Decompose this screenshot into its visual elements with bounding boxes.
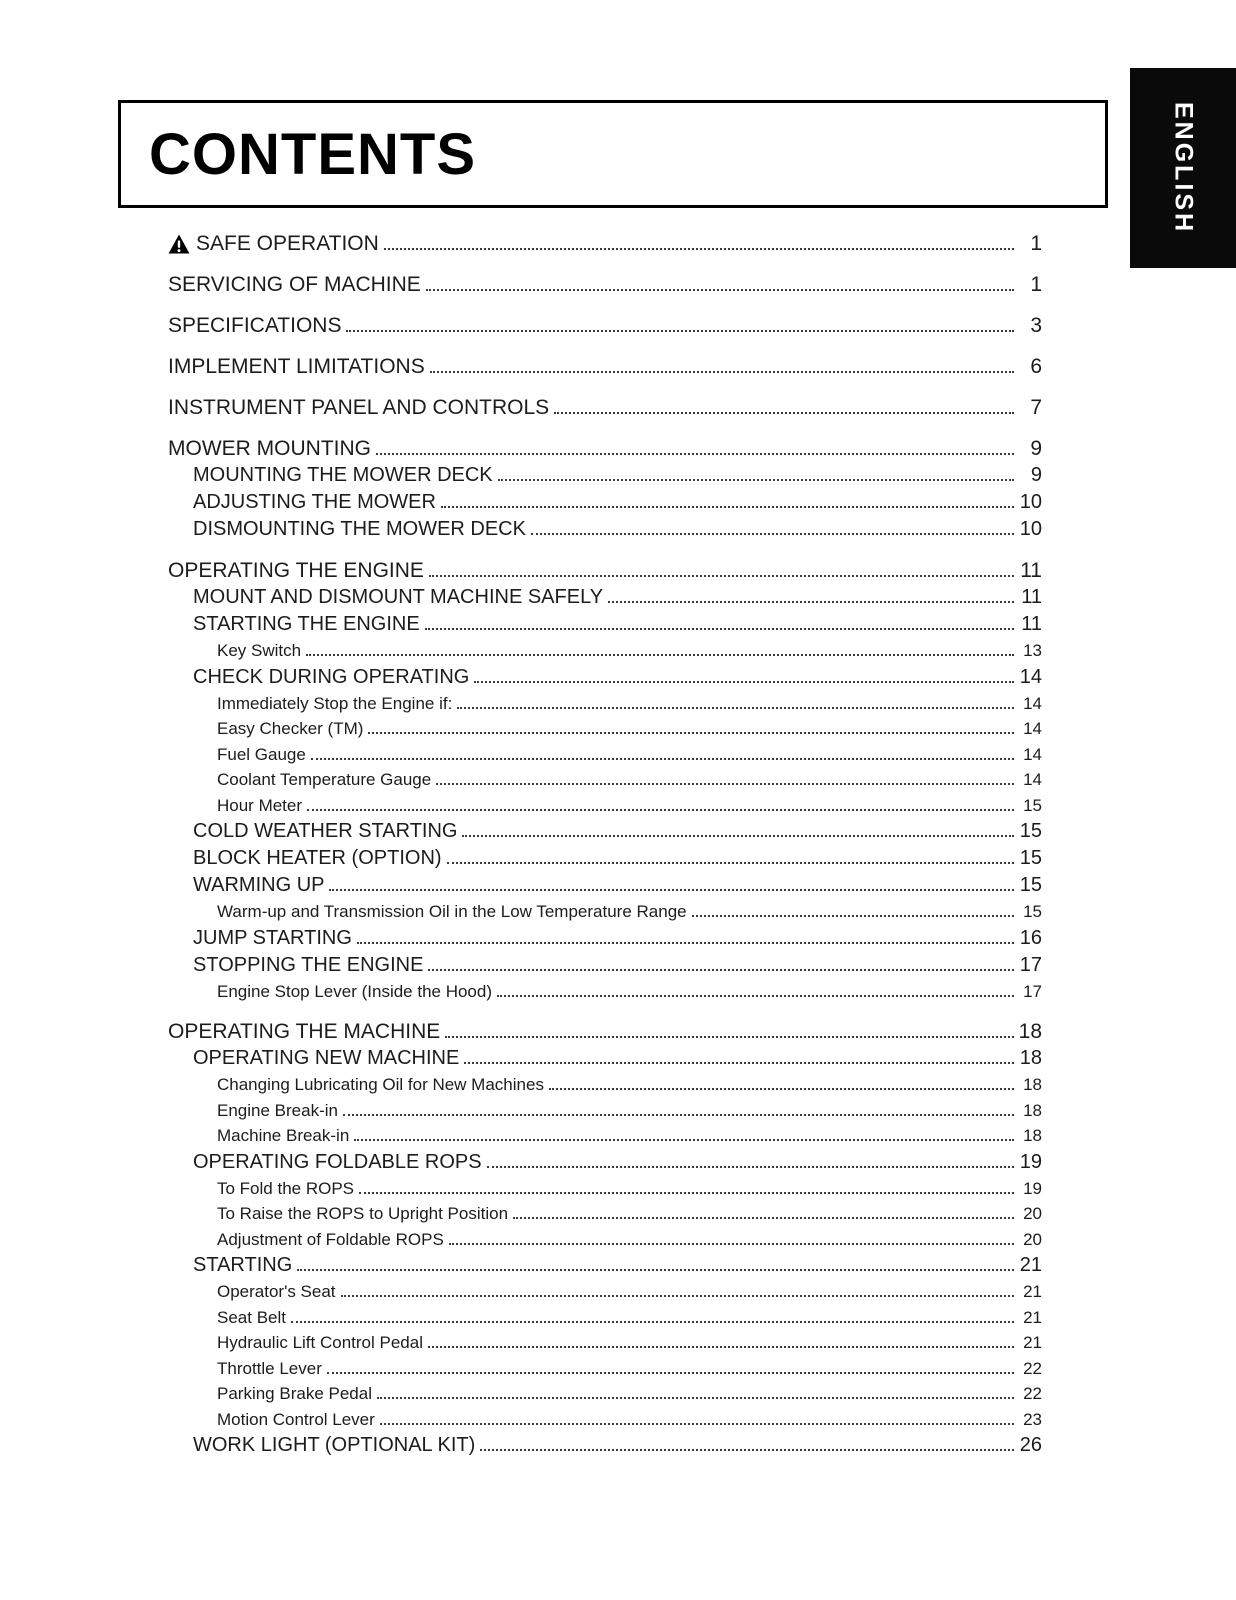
- toc-entry-page-number: 18: [1019, 1047, 1042, 1069]
- toc-entry: [168, 557, 1042, 584]
- dot-leader: [380, 1423, 1014, 1425]
- toc-entry-page-number: 21: [1023, 1307, 1042, 1327]
- dot-leader: [549, 1088, 1014, 1090]
- toc-entry-page-number: 21: [1023, 1282, 1042, 1301]
- toc-entry: [168, 767, 1042, 793]
- toc-entry-page-number: 14: [1019, 665, 1042, 688]
- toc-entry-label: BLOCK HEATER (OPTION): [193, 847, 442, 869]
- toc-entry-label: STARTING: [193, 1254, 293, 1276]
- dot-leader: [480, 1449, 1014, 1451]
- toc-entry-page-number: 18: [1023, 1126, 1042, 1145]
- toc-entry: [168, 1356, 1042, 1382]
- toc-entry-label: DISMOUNTING THE MOWER DECK: [193, 518, 526, 540]
- dot-leader: [474, 681, 1014, 683]
- dot-leader: [311, 758, 1014, 760]
- toc-entry-page-number: 20: [1023, 1204, 1042, 1223]
- toc-entry-label: Engine Stop Lever (Inside the Hood): [217, 981, 493, 1001]
- toc-entry-page-number: 6: [1030, 355, 1042, 378]
- toc-entry: [168, 516, 1042, 543]
- toc-entry-label: MOWER MOUNTING: [168, 437, 371, 460]
- language-tab-label: ENGLISH: [1169, 101, 1198, 235]
- dot-leader: [428, 969, 1014, 971]
- dot-leader: [462, 835, 1014, 837]
- toc-entry-label: Engine Break-in: [217, 1100, 338, 1120]
- toc-entry: [168, 638, 1042, 664]
- toc-entry: [168, 793, 1042, 819]
- toc-entry-page-number: 17: [1023, 981, 1042, 1001]
- toc-entry: [168, 1407, 1042, 1433]
- toc-entry-page-number: 22: [1023, 1384, 1042, 1403]
- toc-entry-label: OPERATING NEW MACHINE: [193, 1047, 460, 1069]
- toc-entry: [168, 1201, 1042, 1227]
- toc-entry-label: OPERATING THE MACHINE: [168, 1020, 441, 1043]
- toc-entry-page-number: 14: [1023, 719, 1042, 738]
- dot-leader: [291, 1321, 1014, 1323]
- toc-entry-page-number: 7: [1030, 396, 1042, 419]
- toc-entry-page-number: 15: [1019, 874, 1042, 896]
- toc-entry-page-number: 9: [1030, 437, 1042, 460]
- toc-entry: [168, 394, 1042, 421]
- toc-entry-label: Adjustment of Foldable ROPS: [217, 1229, 444, 1249]
- toc-entry-page-number: 15: [1023, 902, 1042, 921]
- toc-entry-page-number: 20: [1023, 1229, 1042, 1249]
- toc-entry-label: WORK LIGHT (OPTIONAL KIT): [193, 1434, 476, 1456]
- toc-entry-label: To Fold the ROPS: [217, 1178, 355, 1198]
- toc-entry-label: Hydraulic Lift Control Pedal: [217, 1333, 423, 1352]
- toc-entry-page-number: 14: [1023, 744, 1042, 764]
- toc-entry-page-number: 11: [1021, 613, 1042, 635]
- dot-leader: [425, 628, 1014, 630]
- toc-entry-label: Motion Control Lever: [217, 1409, 375, 1429]
- toc-entry-page-number: 21: [1019, 1254, 1042, 1276]
- dot-leader: [498, 479, 1014, 481]
- dot-leader: [346, 330, 1014, 332]
- toc-entry-label: WARMING UP: [193, 874, 325, 896]
- dot-leader: [428, 1346, 1014, 1348]
- toc-entry-page-number: 3: [1030, 314, 1042, 337]
- dot-leader: [297, 1269, 1014, 1271]
- toc-entry-label: Coolant Temperature Gauge: [217, 770, 432, 789]
- toc-entry-label: STOPPING THE ENGINE: [193, 953, 424, 976]
- dot-leader: [554, 412, 1014, 414]
- warning-triangle-icon: [168, 234, 190, 254]
- toc-entry: [168, 462, 1042, 489]
- toc-entry: [168, 230, 1042, 257]
- toc-entry-label: To Raise the ROPS to Upright Position: [217, 1204, 509, 1223]
- toc-entry-label: IMPLEMENT LIMITATIONS: [168, 355, 425, 378]
- toc-entry-page-number: 1: [1030, 273, 1042, 296]
- toc-entry: [168, 979, 1042, 1005]
- toc-entry-label: SERVICING OF MACHINE: [168, 273, 421, 296]
- toc-entry: [168, 742, 1042, 768]
- toc-entry-page-number: 26: [1019, 1434, 1042, 1456]
- language-tab: [1130, 68, 1236, 268]
- toc-entry-page-number: 13: [1023, 641, 1042, 660]
- toc-entry-label: ADJUSTING THE MOWER: [193, 491, 436, 513]
- toc-entry-label: Parking Brake Pedal: [217, 1384, 372, 1403]
- toc-entry-page-number: 10: [1019, 518, 1042, 540]
- toc-entry-page-number: 10: [1019, 491, 1042, 513]
- toc-entry-label: MOUNT AND DISMOUNT MACHINE SAFELY: [193, 586, 604, 608]
- dot-leader: [327, 1372, 1014, 1374]
- toc-entry-label: OPERATING THE ENGINE: [168, 559, 424, 582]
- toc-entry-label: CHECK DURING OPERATING: [193, 665, 470, 688]
- toc-entry-label: JUMP STARTING: [193, 926, 352, 949]
- dot-leader: [343, 1114, 1014, 1116]
- dot-leader: [341, 1295, 1014, 1297]
- toc-entry-page-number: 15: [1023, 795, 1042, 815]
- toc-entry-label: Easy Checker (TM): [217, 719, 364, 738]
- toc-entry-label: Hour Meter: [217, 795, 303, 815]
- toc-entry-page-number: 21: [1023, 1333, 1042, 1352]
- dot-leader: [464, 1062, 1014, 1064]
- toc-entry-label: SAFE OPERATION: [196, 232, 379, 255]
- toc-entry: [168, 899, 1042, 925]
- toc-entry-label: Fuel Gauge: [217, 744, 306, 764]
- toc-entry-page-number: 14: [1023, 770, 1042, 789]
- toc-entry-label: INSTRUMENT PANEL AND CONTROLS: [168, 396, 550, 419]
- dot-leader: [307, 809, 1014, 811]
- toc-entry-page-number: 9: [1030, 464, 1042, 486]
- toc-entry-page-number: 18: [1023, 1075, 1042, 1094]
- toc-entry: [168, 1252, 1042, 1279]
- dot-leader: [445, 1036, 1014, 1038]
- toc-entry: [168, 1279, 1042, 1305]
- toc-entry: [168, 818, 1042, 845]
- toc-entry: [168, 664, 1042, 691]
- dot-leader: [357, 942, 1014, 944]
- toc-entry: [168, 1330, 1042, 1356]
- dot-leader: [487, 1166, 1014, 1168]
- dot-leader: [436, 783, 1014, 785]
- toc-entry: [168, 952, 1042, 979]
- toc-entry: [168, 691, 1042, 717]
- toc-entry-page-number: 11: [1020, 559, 1042, 582]
- toc-entry: [168, 1381, 1042, 1407]
- toc-entry-label: Machine Break-in: [217, 1126, 350, 1145]
- dot-leader: [359, 1192, 1014, 1194]
- dot-leader: [368, 732, 1014, 734]
- dot-leader: [429, 575, 1014, 577]
- toc-entry: [168, 1305, 1042, 1331]
- dot-leader: [447, 862, 1014, 864]
- dot-leader: [513, 1217, 1014, 1219]
- toc-entry-label: COLD WEATHER STARTING: [193, 820, 458, 842]
- dot-leader: [457, 707, 1014, 709]
- toc-entry-page-number: 23: [1023, 1409, 1042, 1429]
- toc-entry-page-number: 16: [1019, 926, 1042, 949]
- toc-entry: [168, 312, 1042, 339]
- toc-entry: [168, 489, 1042, 516]
- toc-entry-label: Seat Belt: [217, 1307, 286, 1327]
- toc-entry: [168, 271, 1042, 298]
- toc-entry: [168, 1123, 1042, 1149]
- toc-entry-label: MOUNTING THE MOWER DECK: [193, 464, 493, 486]
- toc-entry-label: Throttle Lever: [217, 1358, 322, 1378]
- toc-entry: [168, 435, 1042, 462]
- toc-entry-label: Immediately Stop the Engine if:: [217, 693, 453, 713]
- toc-entry-label: SPECIFICATIONS: [168, 314, 342, 337]
- dot-leader: [306, 654, 1014, 656]
- dot-leader: [384, 248, 1014, 250]
- toc-entry-label: STARTING THE ENGINE: [193, 613, 420, 635]
- toc-entry-page-number: 14: [1023, 693, 1042, 713]
- toc-entry-label: Changing Lubricating Oil for New Machines: [217, 1075, 544, 1094]
- toc-entry-label: Key Switch: [217, 641, 302, 660]
- toc-entry: [168, 1432, 1042, 1459]
- toc-entry-page-number: 18: [1023, 1100, 1042, 1120]
- toc-entry-page-number: 18: [1018, 1020, 1042, 1043]
- toc-entry-label: Warm-up and Transmission Oil in the Low Temperature Range: [217, 902, 687, 921]
- toc-entry: [168, 611, 1042, 638]
- dot-leader: [531, 533, 1014, 535]
- toc-entry: [168, 925, 1042, 952]
- page-title: CONTENTS: [149, 121, 476, 187]
- toc-entry-label: OPERATING FOLDABLE ROPS: [193, 1150, 482, 1173]
- toc-entry-page-number: 22: [1023, 1358, 1042, 1378]
- toc-entry: [168, 1227, 1042, 1253]
- toc-entry: [168, 872, 1042, 899]
- toc-entry-page-number: 15: [1019, 847, 1042, 869]
- dot-leader: [329, 889, 1014, 891]
- toc-entry: [168, 353, 1042, 380]
- dot-leader: [376, 453, 1014, 455]
- toc-list: [168, 230, 1042, 1459]
- toc-entry: [168, 584, 1042, 611]
- toc-entry: [168, 845, 1042, 872]
- dot-leader: [449, 1243, 1014, 1245]
- toc-entry-page-number: 19: [1019, 1150, 1042, 1173]
- dot-leader: [608, 601, 1014, 603]
- dot-leader: [497, 995, 1014, 997]
- toc-entry-label: Operator's Seat: [217, 1282, 336, 1301]
- toc-entry-page-number: 15: [1019, 820, 1042, 842]
- toc-entry: [168, 716, 1042, 742]
- toc-entry-page-number: 1: [1030, 232, 1042, 255]
- toc-entry-page-number: 17: [1019, 953, 1042, 976]
- dot-leader: [692, 915, 1014, 917]
- contents-title-box: [118, 100, 1108, 208]
- toc-entry: [168, 1149, 1042, 1176]
- toc-entry-page-number: 19: [1023, 1178, 1042, 1198]
- dot-leader: [426, 289, 1014, 291]
- toc-entry: [168, 1045, 1042, 1072]
- dot-leader: [354, 1139, 1014, 1141]
- toc-entry: [168, 1018, 1042, 1045]
- dot-leader: [377, 1397, 1014, 1399]
- toc-entry-page-number: 11: [1021, 586, 1042, 608]
- toc-entry: [168, 1176, 1042, 1202]
- dot-leader: [441, 506, 1014, 508]
- toc-entry: [168, 1072, 1042, 1098]
- toc-entry: [168, 1098, 1042, 1124]
- dot-leader: [430, 371, 1014, 373]
